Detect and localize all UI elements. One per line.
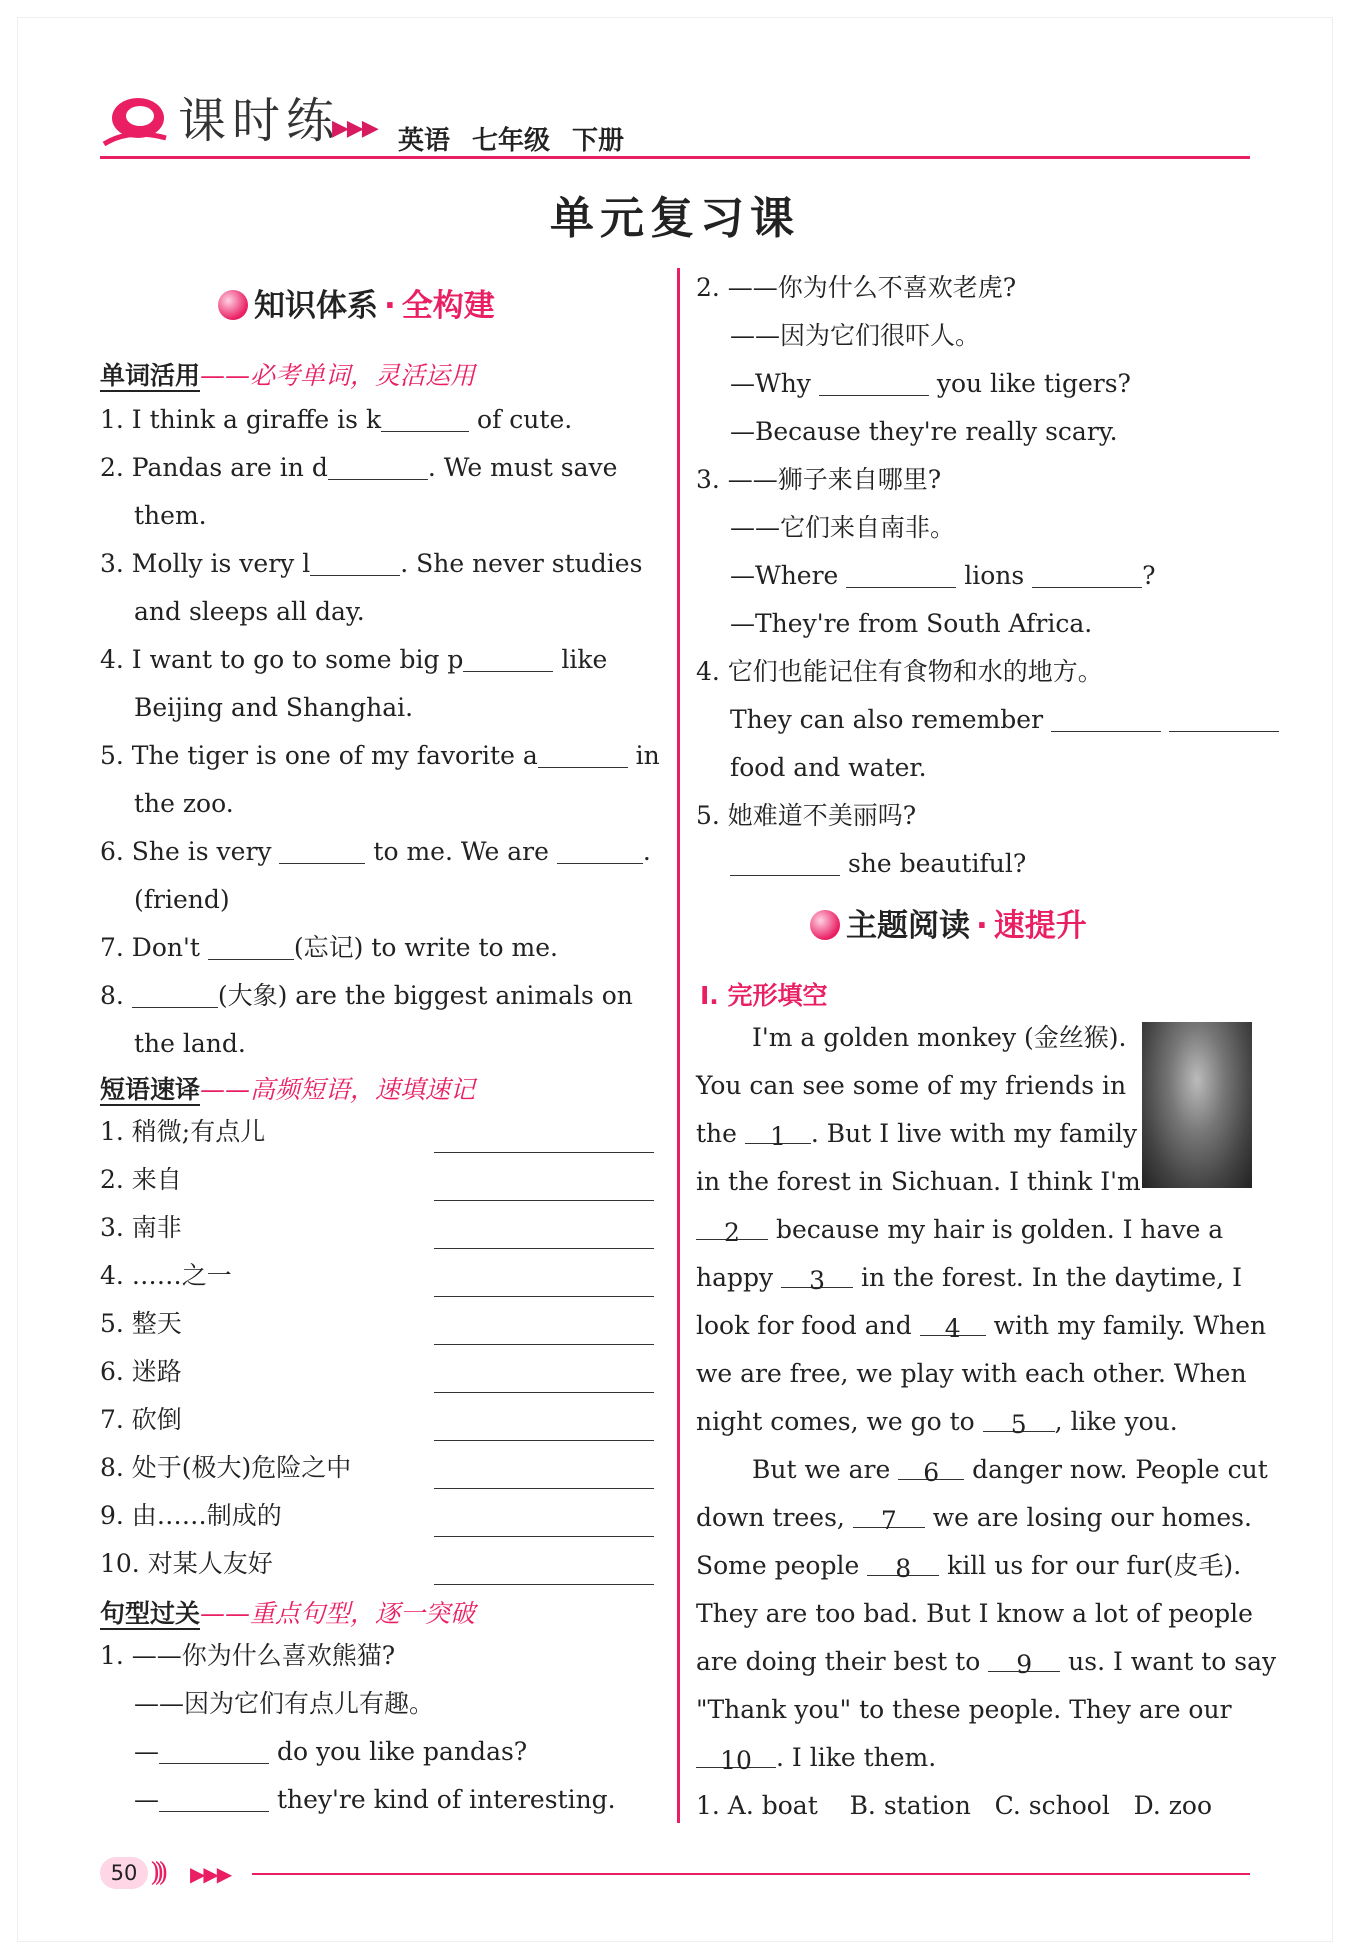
bullet-ball-icon — [810, 910, 840, 940]
sentence-q2-q5: 2. ——你为什么不喜欢老虎? ——因为它们很吓人。 —Why you like tigers? —Because they're really scary. 3. ——狮子来自哪里? ——它们来自南非。 —Where lions ? —They're from South Africa. 4. 它们也能记住有食物和水的地方。 They can also remember food and water. 5. 她难道不美丽吗? she beautiful? — [696, 264, 1256, 888]
column-divider — [677, 268, 680, 1823]
page-title: 单元复习课 — [550, 193, 800, 244]
phrase-item: 1. 稍微;有点儿 — [100, 1108, 660, 1156]
page-wave-icon: ))) — [150, 1858, 163, 1888]
vocab-q4: 4. I want to go to some big p like — [100, 645, 608, 674]
phrase-item: 2. 来自 — [100, 1156, 660, 1204]
sentence-q1: 1. ——你为什么喜欢熊猫? ——因为它们有点儿有趣。 — do you like pandas? — they're kind of interesting. — [100, 1641, 616, 1814]
cloze-passage: I'm a golden monkey (金丝猴). You can see some of my friends in the 1 . But I live with my family in the forest in Sichuan. I think I'm 2 because my hair is golden. I have a happy 3 in the forest. In the daytime, I look for food and 4 with my family. When we are free, we play with each other. When night comes, we go to 5 , like you. But we are 6 danger now. People cut down trees, 7 we are losing our homes. Some people 8 kill us for our fur(皮毛). They are too bad. But I know a lot of people are doing their best to 9 us. I want to say "Thank you" to these people. They are our 10 . I like them. 1. A. boat B. station C. school D. zoo — [696, 1014, 1252, 1830]
phrases-heading: 短语速译——高频短语，速填速记 — [100, 1075, 476, 1104]
section-header-knowledge: 知识体系 · 全构建 — [218, 280, 495, 325]
section-header-reading: 主题阅读 · 速提升 — [810, 900, 1087, 945]
book-info — [398, 120, 646, 157]
subject: 英语 — [398, 126, 451, 156]
footer-arrows-icon: ▶▶▶ — [190, 1862, 231, 1886]
header-rule — [100, 156, 1250, 159]
brand-title: 课时练 — [178, 93, 341, 149]
phrase-item: 8. 处于(极大)危险之中 — [100, 1444, 660, 1492]
grade: 七年级 — [472, 126, 551, 156]
bullet-ball-icon — [218, 290, 248, 320]
volume: 下册 — [572, 126, 625, 156]
phrase-item: 7. 砍倒 — [100, 1396, 660, 1444]
vocab-q2: 2. Pandas are in d . We must save — [100, 453, 618, 482]
sentences-heading: 句型过关——重点句型，逐一突破 — [100, 1599, 476, 1628]
vocab-q7: 7. Don't (忘记) to write to me. — [100, 933, 558, 962]
question-1-options: 1. A. boat B. station C. school D. zoo — [696, 1791, 1212, 1820]
vocab-q1: 1. I think a giraffe is k of cute. — [100, 405, 573, 434]
vocab-q8: 8. (大象) are the biggest animals on — [100, 981, 633, 1010]
footer-rule — [252, 1873, 1250, 1875]
vocab-q5: 5. The tiger is one of my favorite a in — [100, 741, 660, 770]
logo-icon — [100, 92, 170, 154]
vocab-q3: 3. Molly is very l . She never studies — [100, 549, 643, 578]
phrase-item: 9. 由……制成的 — [100, 1492, 660, 1540]
vocab-q6: 6. She is very to me. We are . — [100, 837, 651, 866]
page-number: 50 — [100, 1857, 148, 1889]
cloze-heading: Ⅰ. 完形填空 — [700, 981, 828, 1010]
phrase-item: 5. 整天 — [100, 1300, 660, 1348]
vocab-questions: 1. I think a giraffe is k of cute. 2. Pandas are in d . We must save them. 3. Molly is very l . She never studies and sleeps all day. 4. I want to go to some big p like Beijing and Shanghai. 5. The tiger is one of my favorite a in the zoo. 6. She is very to me. We are . (friend) 7. Don't (忘记) to write to me. 8. (大象) are the biggest animals on the land. — [100, 396, 660, 1068]
phrase-item: 3. 南非 — [100, 1204, 660, 1252]
phrase-list — [100, 1108, 660, 1588]
vocab-heading: 单词活用——必考单词，灵活运用 — [100, 361, 476, 390]
phrase-item: 10. 对某人友好 — [100, 1540, 660, 1588]
phrase-item: 4. ……之一 — [100, 1252, 660, 1300]
phrase-item: 6. 迷路 — [100, 1348, 660, 1396]
arrows-icon: ▶▶▶ — [332, 116, 377, 141]
